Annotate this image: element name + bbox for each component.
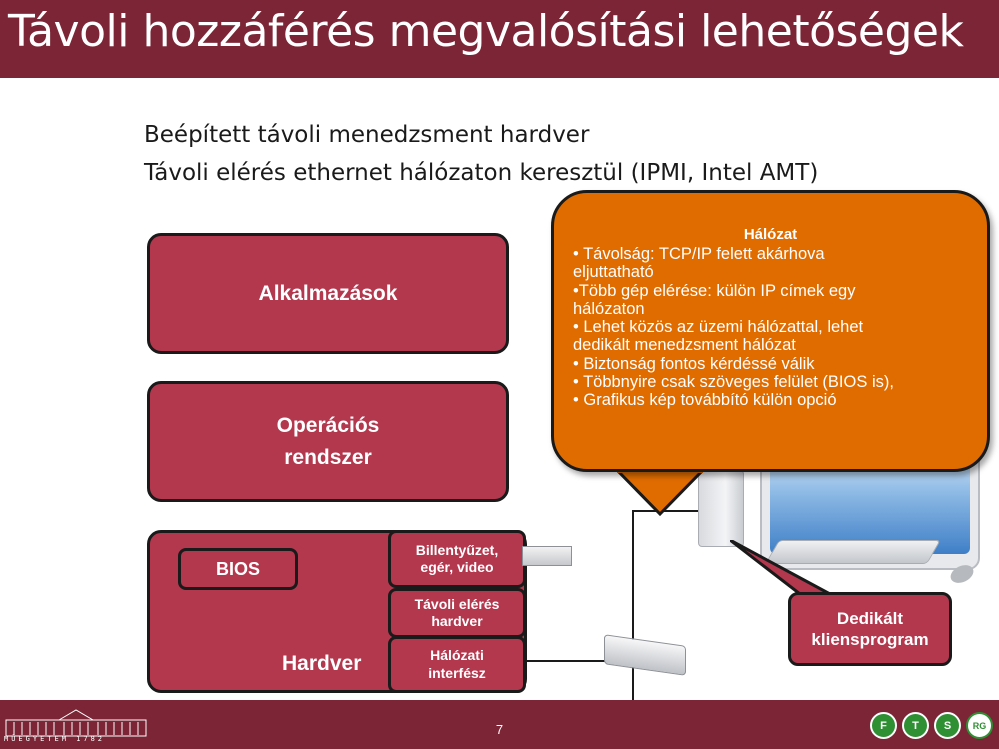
callout-line: • Biztonság fontos kérdéssé válik (573, 354, 815, 373)
bios-label: BIOS (215, 558, 260, 579)
university-logo-text: MŰEGYETEM 1782 (4, 735, 106, 743)
keyboard-mouse-video-box (388, 530, 526, 588)
callout-line: eljuttatható (573, 263, 654, 282)
logo-badge-f: F (870, 712, 897, 739)
page-number: 7 (495, 722, 504, 737)
logo-badge-rg: RG (966, 712, 993, 739)
bullet-line-2: Távoli elérés ethernet hálózaton keresztül (IPMI, Intel AMT) (144, 160, 819, 186)
title-bar (0, 0, 999, 78)
logo-badge-s: S (934, 712, 961, 739)
callout-line: • Távolság: TCP/IP felett akárhova (573, 245, 825, 263)
operating-system-box (147, 381, 509, 502)
remote-line-1: Távoli elérés (414, 595, 500, 612)
applications-box (147, 233, 509, 354)
slide-title: Távoli hozzáférés megvalósítási lehetőségek (8, 6, 964, 57)
callout-line: hálózaton (573, 299, 645, 318)
callout-line: • Többnyire csak szöveges felület (BIOS is), (573, 373, 894, 392)
department-logos (870, 712, 993, 739)
callout-line: dedikált menedzsment hálózat (573, 336, 796, 355)
network-switch-icon (604, 634, 686, 676)
logo-badge-t: T (902, 712, 929, 739)
kmv-line-2: egér, video (420, 559, 494, 575)
nic-line-2: interfész (428, 664, 486, 681)
remote-line-2: hardver (431, 613, 483, 629)
callout-title: Hálózat (743, 226, 798, 243)
os-label-line-1: Operációs (276, 414, 380, 437)
nic-line-1: Hálózati (430, 647, 484, 663)
kmv-line-1: Billentyűzet, (415, 541, 499, 558)
bullet-line-1: Beépített távoli menedzsment hardver (144, 122, 590, 148)
network-cable-vertical (632, 510, 634, 700)
callout-line: • Lehet közös az üzemi hálózattal, lehet (573, 318, 864, 337)
remote-access-hardware-box (388, 588, 526, 638)
video-plug-icon (522, 546, 572, 566)
client-line-1: Dedikált (836, 608, 904, 628)
callout-line: •Több gép elérése: külön IP címek egy (573, 281, 856, 300)
callout-tail (615, 468, 710, 518)
callout-line: • Grafikus kép továbbító külön opció (573, 391, 837, 410)
client-line-2: kliensprogram (811, 630, 929, 649)
hardware-label: Hardver (282, 652, 362, 675)
network-cable-horizontal (526, 660, 606, 662)
applications-label: Alkalmazások (258, 281, 398, 305)
network-interface-box (388, 636, 526, 693)
dedicated-client-box (788, 592, 952, 666)
bios-box (178, 548, 298, 590)
client-callout-tail (730, 540, 840, 600)
callout-body (573, 245, 968, 410)
os-label-line-2: rendszer (284, 445, 372, 469)
